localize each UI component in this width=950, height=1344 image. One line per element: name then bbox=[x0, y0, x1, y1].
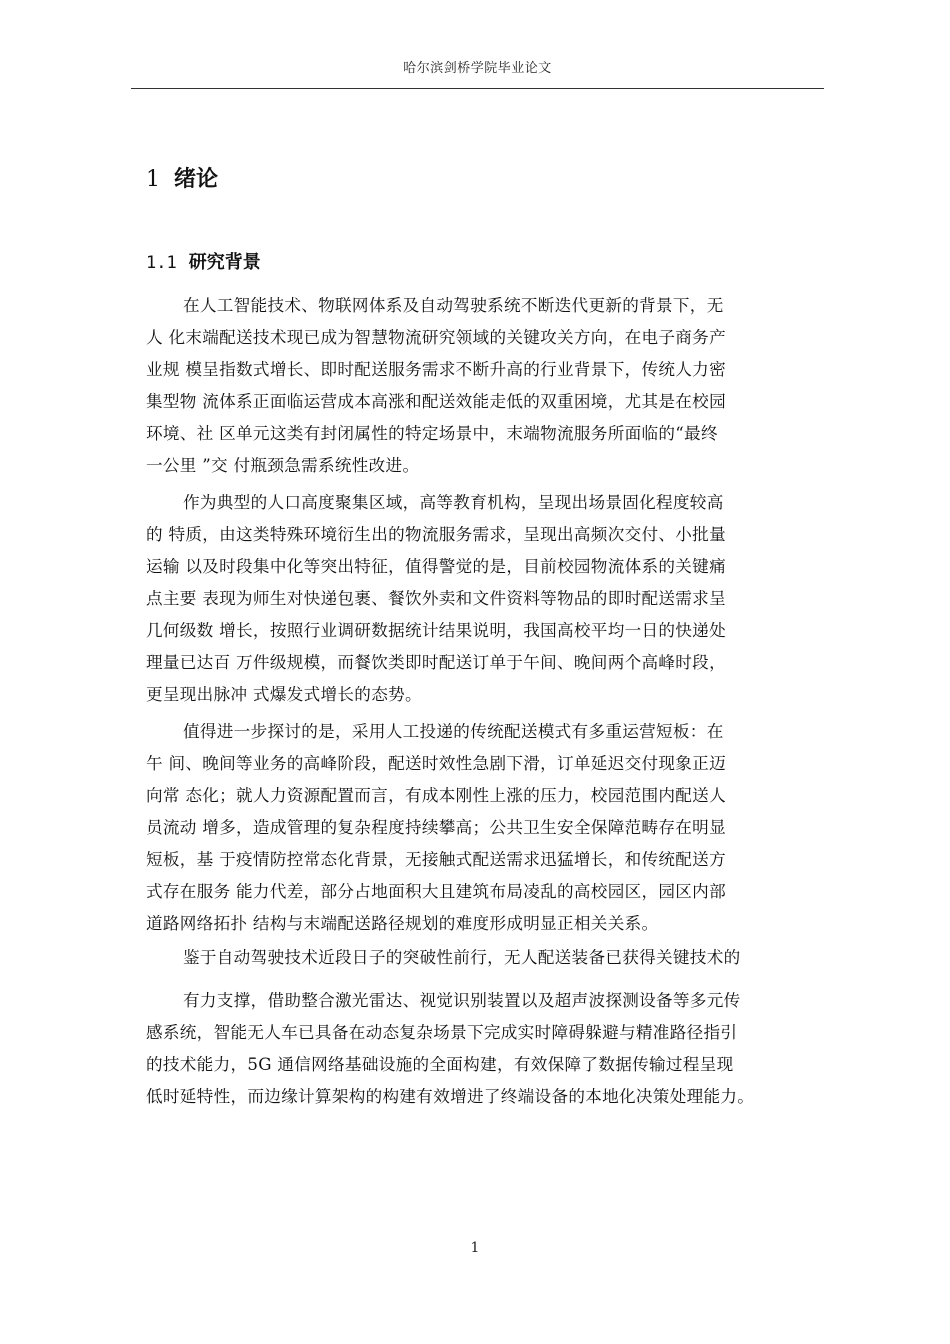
paragraph-line: 有力支撑，借助整合激光雷达、视觉识别装置以及超声波探测设备等多元传 bbox=[183, 991, 741, 1010]
paragraph-line: 在人工智能技术、物联网体系及自动驾驶系统不断迭代更新的背景下，无 bbox=[183, 296, 724, 315]
running-header: 哈尔滨剑桥学院毕业论文 bbox=[403, 61, 552, 76]
paragraph-1 bbox=[146, 290, 822, 482]
section-number: 1.1 bbox=[146, 253, 177, 273]
paragraph-5 bbox=[146, 985, 822, 1113]
page-number: 1 bbox=[470, 1240, 480, 1256]
section-heading bbox=[146, 250, 261, 276]
paragraph-line: 理量已达百 万件级规模，而餐饮类即时配送订单于午间、晚间两个高峰时段， bbox=[146, 653, 726, 672]
paragraph-line: 员流动 增多，造成管理的复杂程度持续攀高；公共卫生安全保障范畴存在明显 bbox=[146, 818, 726, 837]
paragraph-line: 低时延特性，而边缘计算架构的构建有效增进了终端设备的本地化决策处理能力。 bbox=[146, 1087, 755, 1106]
section-title: 研究背景 bbox=[188, 252, 261, 273]
paragraph-line: 鉴于自动驾驶技术近段日子的突破性前行，无人配送装备已获得关键技术的 bbox=[183, 948, 741, 967]
paragraph-4 bbox=[146, 942, 822, 974]
chapter-number: 1 bbox=[146, 167, 160, 192]
header-divider bbox=[131, 88, 824, 89]
paragraph-2 bbox=[146, 487, 822, 711]
paragraph-line: 几何级数 增长，按照行业调研数据统计结果说明，我国高校平均一日的快递处 bbox=[146, 621, 726, 640]
paragraph-line: 点主要 表现为师生对快递包裹、餐饮外卖和文件资料等物品的即时配送需求呈 bbox=[146, 589, 726, 608]
paragraph-line: 感系统，智能无人车已具备在动态复杂场景下完成实时障碍躲避与精准路径指引 bbox=[146, 1023, 738, 1042]
paragraph-3 bbox=[146, 716, 822, 940]
paragraph-line: 业规 模呈指数式增长、即时配送服务需求不断升高的行业背景下，传统人力密 bbox=[146, 360, 726, 379]
paragraph-line: 作为典型的人口高度聚集区域，高等教育机构，呈现出场景固化程度较高 bbox=[183, 493, 724, 512]
paragraph-line: 的 特质，由这类特殊环境衍生出的物流服务需求，呈现出高频次交付、小批量 bbox=[146, 525, 726, 544]
paragraph-line: 式存在服务 能力代差，部分占地面积大且建筑布局凌乱的高校园区，园区内部 bbox=[146, 882, 726, 901]
paragraph-line: 值得进一步探讨的是，采用人工投递的传统配送模式有多重运营短板：在 bbox=[183, 722, 724, 741]
chapter-title: 绪论 bbox=[174, 166, 219, 192]
paragraph-line: 向常 态化；就人力资源配置而言，有成本刚性上涨的压力，校园范围内配送人 bbox=[146, 786, 726, 805]
paragraph-line: 一公里 ”交 付瓶颈急需系统性改进。 bbox=[146, 456, 420, 475]
chapter-heading bbox=[146, 164, 218, 195]
paragraph-line: 的技术能力，5G 通信网络基础设施的全面构建，有效保障了数据传输过程呈现 bbox=[146, 1055, 734, 1074]
paragraph-line: 短板，基 于疫情防控常态化背景，无接触式配送需求迅猛增长，和传统配送方 bbox=[146, 850, 726, 869]
paragraph-line: 更呈现出脉冲 式爆发式增长的态势。 bbox=[146, 685, 422, 704]
paragraph-line: 午 间、晚间等业务的高峰阶段，配送时效性急剧下滑，订单延迟交付现象正迈 bbox=[146, 754, 726, 773]
paragraph-line: 环境、社 区单元这类有封闭属性的特定场景中，末端物流服务所面临的“最终 bbox=[146, 424, 718, 443]
paragraph-line: 集型物 流体系正面临运营成本高涨和配送效能走低的双重困境，尤其是在校园 bbox=[146, 392, 726, 411]
paragraph-line: 人 化末端配送技术现已成为智慧物流研究领域的关键攻关方向，在电子商务产 bbox=[146, 328, 726, 347]
paragraph-line: 道路网络拓扑 结构与末端配送路径规划的难度形成明显正相关关系。 bbox=[146, 914, 659, 933]
paragraph-line: 运输 以及时段集中化等突出特征，值得警觉的是，目前校园物流体系的关键痛 bbox=[146, 557, 726, 576]
